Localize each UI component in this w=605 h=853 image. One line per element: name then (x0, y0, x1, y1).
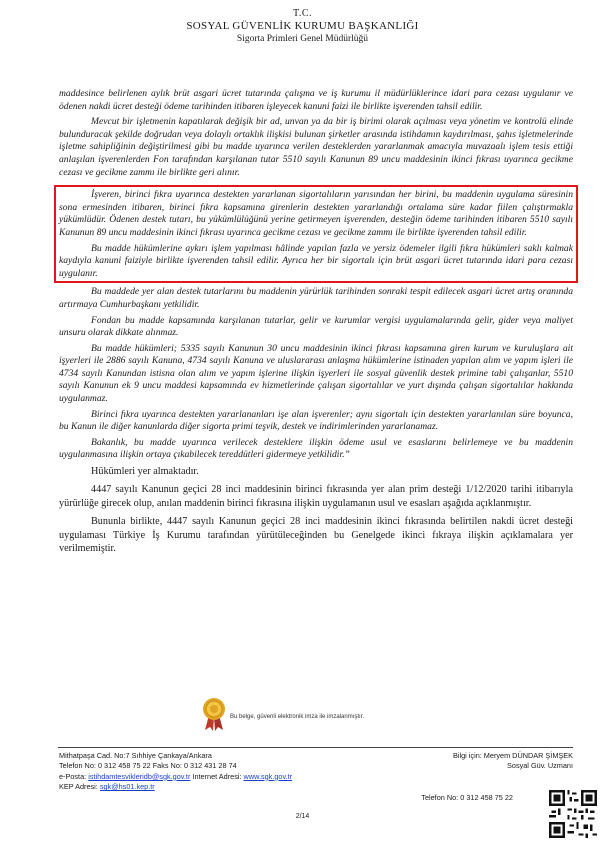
footer-divider (58, 747, 573, 748)
highlight-box (54, 185, 578, 283)
paragraph-5: Bu maddede yer alan destek tutarlarını bu maddenin yürürlük tarihinden sonraki tespit edilecek asgari ücret artış oranında artırmaya Cumhurbaşkanı yetkilidir. (59, 286, 573, 310)
paragraph-2: Mevcut bir işletmenin kapatılarak değişik bir ad, unvan ya da bir iş birimi olarak açılması veya yönetim ve kontrolü elinde bulunduracak şekilde doğrudan veya dolaylı ortaklık ilişkisi bulunan şirketler arasında istihdamın kaydırılması, şahıs işletmelerinde işletme sahipliğinin değiştirilmesi gibi bu madde uyarınca verilen desteklerden yararlanmak amacıyla muvazaalı işlem tesis ettiği anlaşılan işverenlerden Fon tarafından karşılanan tutar 5510 sayılı Kanunun 89 uncu maddesinin ikinci fıkrası uyarınca gecikme cezası ve gecikme zammı ile birlikte geri alınır. (59, 116, 573, 178)
paragraph-4: Bu madde hükümlerine aykırı işlem yapılması hâlinde yapılan fazla ve yersiz ödemeler ilgili fıkra hükümleri saklı kalmak kaydıyla kanuni faiziyle birlikte işverenden tahsil edilir. Ayrıca her bir sigortalı için brüt asgari ücret tutarında idari para cezası uygulanır. (59, 242, 573, 279)
footer-internet-label: Internet Adresi: (192, 771, 242, 781)
footer-email-link[interactable]: istihdamtesvikleridb@sgk.gov.tr (88, 771, 191, 781)
footer-kep-line (59, 782, 349, 792)
paragraph-11: 4447 sayılı Kanunun geçici 28 inci maddesinin birinci fıkrasında yer alan prim desteği 1/12/2020 tarihi itibarıyla yürürlüğe girecek olup, anılan maddenin birinci fıkrasına ilişkin uygulamanın usul ve esasları aşağıda açıklanmıştır. (59, 484, 573, 509)
footer-internet-link[interactable]: www.sgk.gov.tr (243, 771, 293, 781)
footer-email-label: e-Posta: (59, 771, 87, 781)
document-header (0, 8, 605, 45)
e-signature-seal (201, 697, 364, 736)
paragraph-10: Hükümleri yer almaktadır. (91, 466, 199, 478)
page-number: 2/14 (295, 813, 310, 820)
paragraph-3: İşveren, birinci fıkra uyarınca destekten yararlanan sigortalıların yarısından her birini, bu maddenin uygulama süresinin sona ermesinden itibaren, birinci fıkra kapsamına girenlerin destekten yararlandığı ortalama süre kadar fiilen çalıştırmakla yükümlüdür. Ödenen destek tutarı, bu yükümlülüğünü yerine getirmeyen işverenden, desteğin ödeme tarihinden itibaren 5510 sayılı Kanunun 89 uncu maddesinin ikinci fıkrası uyarınca gecikme cezası ve gecikme zammı ile birlikte işverenden tahsil edilir. (59, 189, 573, 238)
footer-info-person: Bilgi için: Meryem DÜNDAR ŞİMŞEK (452, 751, 573, 760)
paragraph-6: Fondan bu madde kapsamında karşılanan tutarlar, gelir ve kurumlar vergisi uygulamalarında gelir, gider veya maliyet unsuru olarak dikkate alınmaz. (59, 314, 573, 339)
footer-email-line (59, 772, 349, 782)
paragraph-12: Bununla birlikte, 4447 sayılı Kanunun geçici 28 inci maddesinin ikinci fıkrasında belirtilen nakdi ücret desteği uygulaması Türkiye İş Kurumu tarafından yürütüleceğinden bu Genelgede ikinci fıkraya ilişkin açıklamalara yer verilmemiştir. (59, 516, 573, 555)
footer-info (373, 751, 573, 772)
seal-text: Bu belge, güvenli elektronik imza ile imzalanmıştır. (230, 713, 365, 720)
seal-ribbon-icon (201, 697, 227, 736)
paragraph-8: Birinci fıkra uyarınca destekten yararlananları işe alan işverenler; aynı sigortalı için destekten yararlanılan süre boyunca, bu Kanun ile diğer kanunlarda diğer sigorta primi teşvik, destek ve indirimlerinden yararlanamaz. (59, 408, 573, 433)
paragraph-1: maddesince belirlenen aylık brüt asgari ücret tutarında çalışma ve iş kurumu il müdürlüklerince idari para cezası uygulanır ve ödenen nakdi ücret desteği ödeme tarihinden itibaren işleyecek kanuni faizi ile birlikte işverenden tahsil edilir. (59, 88, 573, 112)
paragraph-7: Bu madde hükümleri; 5335 sayılı Kanunun 30 uncu maddesinin ikinci fıkrası kapsamına giren kurum ve kuruluşlara ait işyerleri ile 2886 sayılı Kanuna, 4734 sayılı Kanuna ve uluslararası anlaşma hükümlerine istinaden yapılan alım ve yapım işleri ile 4734 sayılı Kanundan istisna olan alım ve yapım işlerine ilişkin işyerleri ile sosyal güvenlik destek primine tabi çalışanlar, 5510 sayılı Kanunun ek 9 uncu maddesi kapsamında ev hizmetlerinde çalışan sigortalılar ve yurt dışında çalışan sigortalılar hakkında uygulanmaz. (59, 342, 573, 405)
header-institution: SOSYAL GÜVENLİK KURUMU BAŞKANLIĞI (186, 20, 419, 32)
footer-kep-label: KEP Adresi: (59, 782, 98, 792)
paragraph-9: Bakanlık, bu madde uyarınca verilecek desteklere ilişkin ödeme usul ve esaslarını belirlemeye ve bu maddenin uygulanmasına ilişkin ortaya çıkabilecek tereddütleri gidermeye yetkilidir.” (59, 436, 573, 461)
document-body (59, 88, 573, 555)
footer-address: Mithatpaşa Cad. No:7 Sıhhiye Çankaya/Ankara (59, 751, 212, 760)
footer-phone-fax: Telefon No: 0 312 458 75 22 Faks No: 0 312 431 28 74 (59, 761, 237, 771)
qr-code-icon (549, 790, 597, 838)
footer-contact (59, 751, 349, 793)
footer-info-phone: Telefon No: 0 312 458 75 22 (421, 793, 513, 802)
header-tc: T.C. (292, 8, 313, 19)
footer-info-title: Sosyal Güv. Uzmanı (507, 761, 573, 771)
footer-kep-link[interactable]: sgk@hs01.kep.tr (99, 782, 155, 792)
header-department: Sigorta Primleri Genel Müdürlüğü (236, 34, 369, 44)
